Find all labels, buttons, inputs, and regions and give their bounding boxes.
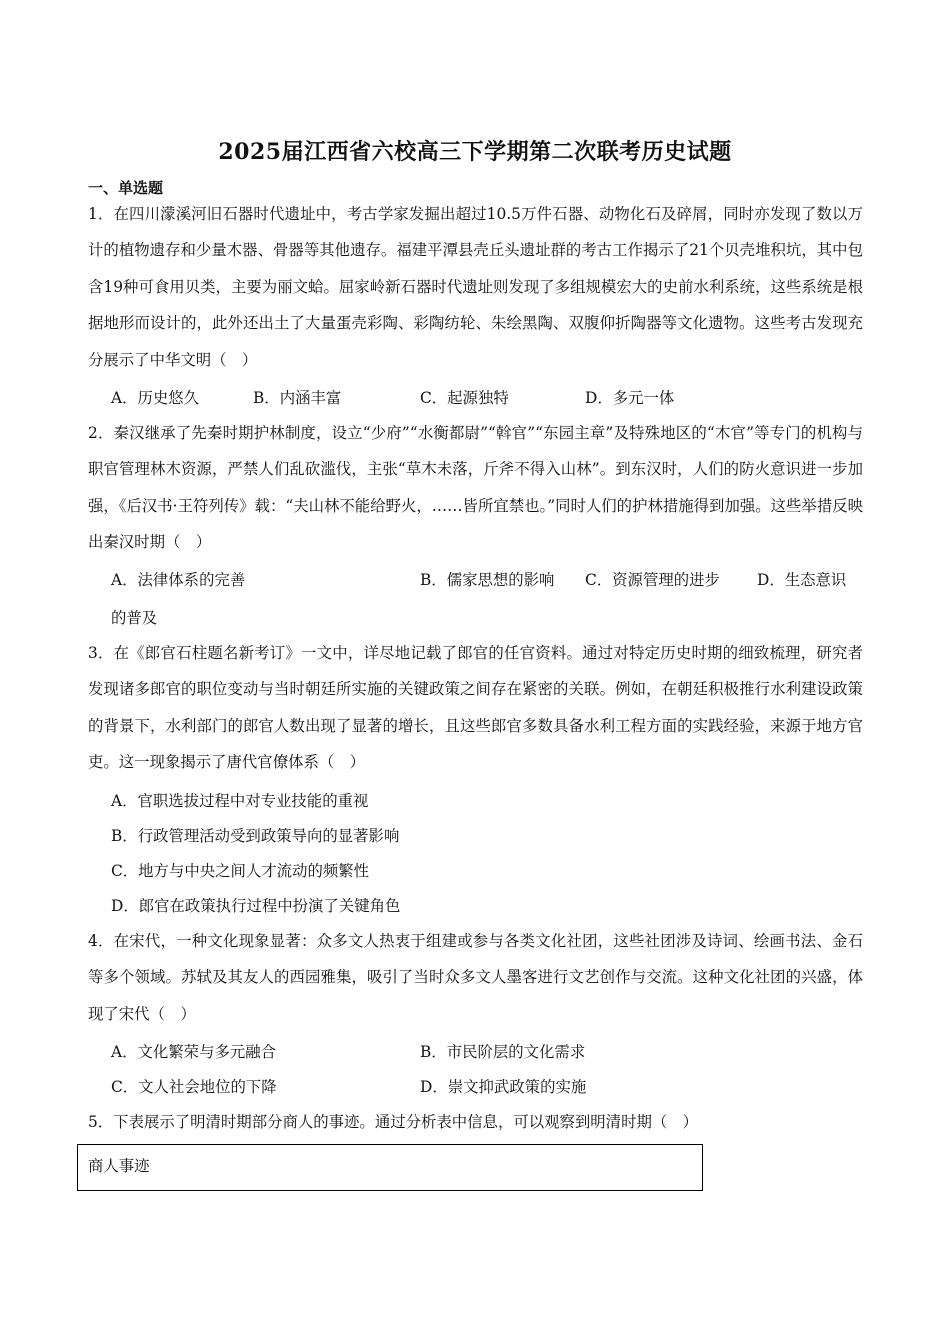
- question-4-option-a[interactable]: A．文化繁荣与多元融合: [111, 1043, 277, 1061]
- question-1-option-d[interactable]: D．多元一体: [585, 389, 675, 407]
- question-3-option-b[interactable]: B．行政管理活动受到政策导向的显著影响: [111, 827, 400, 845]
- question-2-option-b[interactable]: B．儒家思想的影响: [420, 571, 555, 589]
- question-1-option-c[interactable]: C．起源独特: [420, 389, 509, 407]
- question-3-option-a[interactable]: A．官职选拔过程中对专业技能的重视: [111, 792, 369, 810]
- question-4-option-d[interactable]: D．崇文抑武政策的实施: [420, 1078, 587, 1096]
- question-1-stem: 1．在四川濛溪河旧石器时代遗址中，考古学家发掘出超过10.5万件石器、动物化石及碎屑，同时亦发现了数以万计的植物遗存和少量木器、骨器等其他遗存。福建平潭县壳丘头遗址群的考古工作揭示了21个贝壳堆积坑，其中包含19种可食用贝类，主要为丽文蛤。屈家岭新石器时代遗址则发现了多组规模宏大的史前水利系统，这些系统是根据地形而设计的，此外还出土了大量蛋壳彩陶、彩陶纺轮、朱绘黑陶、双腹仰折陶器等文化遗物。这些考古发现充分展示了中华文明（ ）: [88, 205, 863, 369]
- question-4-option-c[interactable]: C．文人社会地位的下降: [111, 1078, 277, 1096]
- merchant-table: [77, 1144, 703, 1191]
- page-title: 2025届江西省六校高三下学期第二次联考历史试题: [218, 139, 732, 165]
- question-2-stem: 2．秦汉继承了先秦时期护林制度，设立“少府”“水衡都尉”“斡官”“东园主章”及特殊地区的“木官”等专门的机构与职官管理林木资源，严禁人们乱砍滥伐，主张“草木未落，斤斧不得入山林”。到东汉时，人们的防火意识进一步加强，《后汉书·王符列传》载：“夫山林不能给野火，……皆所宜禁也。”同时人们的护林措施得到加强。这些举措反映出秦汉时期（ ）: [88, 424, 863, 552]
- question-2-option-c[interactable]: C．资源管理的进步: [585, 571, 720, 589]
- question-1-option-b[interactable]: B．内涵丰富: [253, 389, 342, 407]
- question-3-stem: 3．在《郎官石柱题名新考订》一文中，详尽地记载了郎官的任官资料。通过对特定历史时期的细致梳理，研究者发现诸多郎官的职位变动与当时朝廷所实施的关键政策之间存在紧密的关联。例如，在朝廷积极推行水利建设政策的背景下，水利部门的郎官人数出现了显著的增长，且这些郎官多数具备水利工程方面的实践经验，来源于地方官吏。这一现象揭示了唐代官僚体系（ ）: [88, 644, 863, 772]
- question-1-option-a[interactable]: A．历史悠久: [111, 389, 200, 407]
- question-4-stem: 4．在宋代，一种文化现象显著：众多文人热衷于组建或参与各类文化社团，这些社团涉及诗词、绘画书法、金石等多个领域。苏轼及其友人的西园雅集，吸引了当时众多文人墨客进行文艺创作与交流。这种文化社团的兴盛，体现了宋代（ ）: [88, 932, 863, 1023]
- question-5-stem: 5．下表展示了明清时期部分商人的事迹。通过分析表中信息，可以观察到明清时期（ ）: [88, 1113, 699, 1131]
- question-3-option-c[interactable]: C．地方与中央之间人才流动的频繁性: [111, 862, 370, 880]
- question-2-option-d[interactable]: D．生态意识: [757, 571, 847, 589]
- section-heading: 一、单选题: [88, 179, 164, 197]
- question-3-option-d[interactable]: D．郎官在政策执行过程中扮演了关键角色: [111, 897, 401, 915]
- table-header-cell: 商人事迹: [88, 1157, 150, 1175]
- question-2-option-d-continuation: 的普及: [111, 609, 158, 627]
- question-4-option-b[interactable]: B．市民阶层的文化需求: [420, 1043, 586, 1061]
- question-2-option-a[interactable]: A．法律体系的完善: [111, 571, 246, 589]
